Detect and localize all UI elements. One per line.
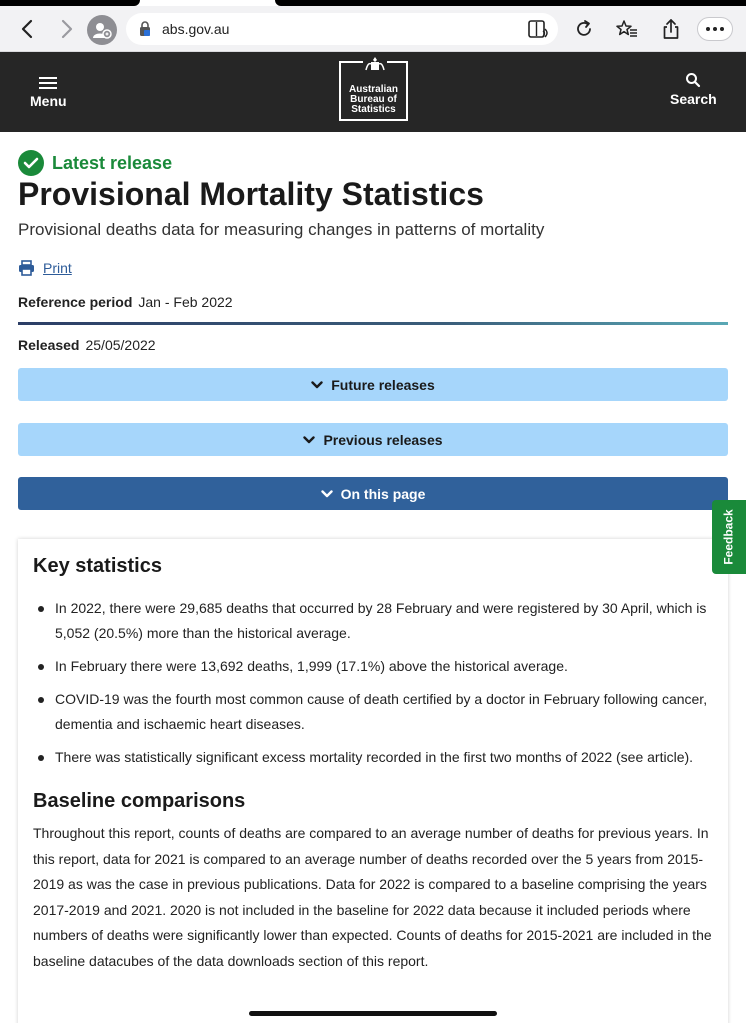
on-this-page-accordion[interactable] bbox=[18, 477, 728, 510]
baseline-comparisons-heading: Baseline comparisons bbox=[33, 790, 246, 812]
future-releases-label: Future releases bbox=[331, 376, 435, 393]
abs-logo[interactable] bbox=[339, 61, 408, 121]
page-subtitle: Provisional deaths data for measuring changes in patterns of mortality bbox=[18, 220, 545, 239]
print-label: Print bbox=[43, 260, 72, 276]
forward-icon[interactable] bbox=[52, 14, 82, 44]
reference-period-value: Jan - Feb 2022 bbox=[138, 294, 233, 310]
logo-line-1: Australian bbox=[349, 84, 398, 95]
baseline-paragraph: Throughout this report, counts of deaths are compared to an average number of deaths for previous years. In this report, data for 2021 is compared to an average number of deaths recorded over the 5 years from 2015-2019 as was the case in previous publications. Data for 2022 is compared to a baseline comprising the years 2017-2019 and 2021. 2020 is not included in the baseline for 2022 data because it included periods where numbers of deaths were significantly lower than expected. Counts of deaths for 2015-2021 are included in the baseline datacubes of the data downloads section of this report. bbox=[33, 825, 712, 969]
search-label: Search bbox=[670, 91, 717, 107]
divider bbox=[18, 322, 728, 325]
released-date bbox=[18, 337, 156, 353]
site-security-icon bbox=[138, 21, 152, 37]
search-button[interactable] bbox=[670, 72, 717, 107]
chevron-down-icon bbox=[321, 490, 333, 498]
feedback-label: Feedback bbox=[722, 509, 737, 565]
feedback-tab[interactable] bbox=[712, 500, 746, 574]
logo-line-3: Statistics bbox=[351, 104, 396, 115]
profile-icon[interactable] bbox=[87, 15, 117, 45]
list-item: There was statistically significant excess mortality recorded in the first two months of 2022 (see article). bbox=[33, 745, 713, 770]
browser-toolbar bbox=[0, 6, 746, 52]
reload-icon[interactable] bbox=[569, 14, 599, 44]
print-link[interactable] bbox=[18, 260, 72, 276]
previous-releases-accordion[interactable] bbox=[18, 423, 728, 456]
back-icon[interactable] bbox=[12, 14, 42, 44]
released-value: 25/05/2022 bbox=[85, 337, 156, 353]
previous-releases-label: Previous releases bbox=[323, 431, 443, 448]
reader-mode-icon[interactable] bbox=[523, 14, 553, 44]
latest-release-badge bbox=[18, 150, 172, 176]
address-bar[interactable] bbox=[126, 13, 558, 45]
key-statistics-list bbox=[33, 596, 713, 770]
list-item: In February there were 13,692 deaths, 1,999 (17.1%) above the historical average. bbox=[33, 654, 713, 679]
key-statistics-card bbox=[18, 539, 728, 1023]
site-header bbox=[0, 52, 746, 132]
favorites-icon[interactable] bbox=[612, 14, 642, 44]
home-indicator[interactable] bbox=[249, 1011, 497, 1016]
page-title: Provisional Mortality Statistics bbox=[18, 176, 484, 212]
list-item: COVID-19 was the fourth most common cause of death certified by a doctor in February following cancer, dementia and ischaemic heart diseases. bbox=[33, 687, 713, 737]
more-options-icon[interactable] bbox=[697, 17, 733, 41]
coat-of-arms-icon bbox=[363, 55, 387, 73]
url-text: abs.gov.au bbox=[162, 21, 230, 37]
released-label: Released bbox=[18, 337, 80, 353]
key-statistics-heading: Key statistics bbox=[33, 555, 162, 577]
printer-icon bbox=[18, 260, 35, 276]
list-item: In 2022, there were 29,685 deaths that occurred by 28 February and were registered by 30 April, which is 5,052 (20.5%) more than the historical average. bbox=[33, 596, 713, 646]
check-circle-icon bbox=[18, 150, 44, 176]
reference-period-label: Reference period bbox=[18, 294, 133, 310]
latest-release-label: Latest release bbox=[52, 152, 173, 173]
future-releases-accordion[interactable] bbox=[18, 368, 728, 401]
chevron-down-icon bbox=[311, 381, 323, 389]
menu-label: Menu bbox=[30, 93, 67, 109]
hamburger-icon bbox=[39, 77, 57, 89]
share-icon[interactable] bbox=[656, 14, 686, 44]
reference-period bbox=[18, 294, 233, 310]
on-this-page-label: On this page bbox=[340, 485, 426, 502]
chevron-down-icon bbox=[303, 436, 315, 444]
logo-line-2: Bureau of bbox=[350, 94, 397, 105]
menu-button[interactable] bbox=[30, 74, 67, 109]
search-icon bbox=[670, 72, 717, 88]
